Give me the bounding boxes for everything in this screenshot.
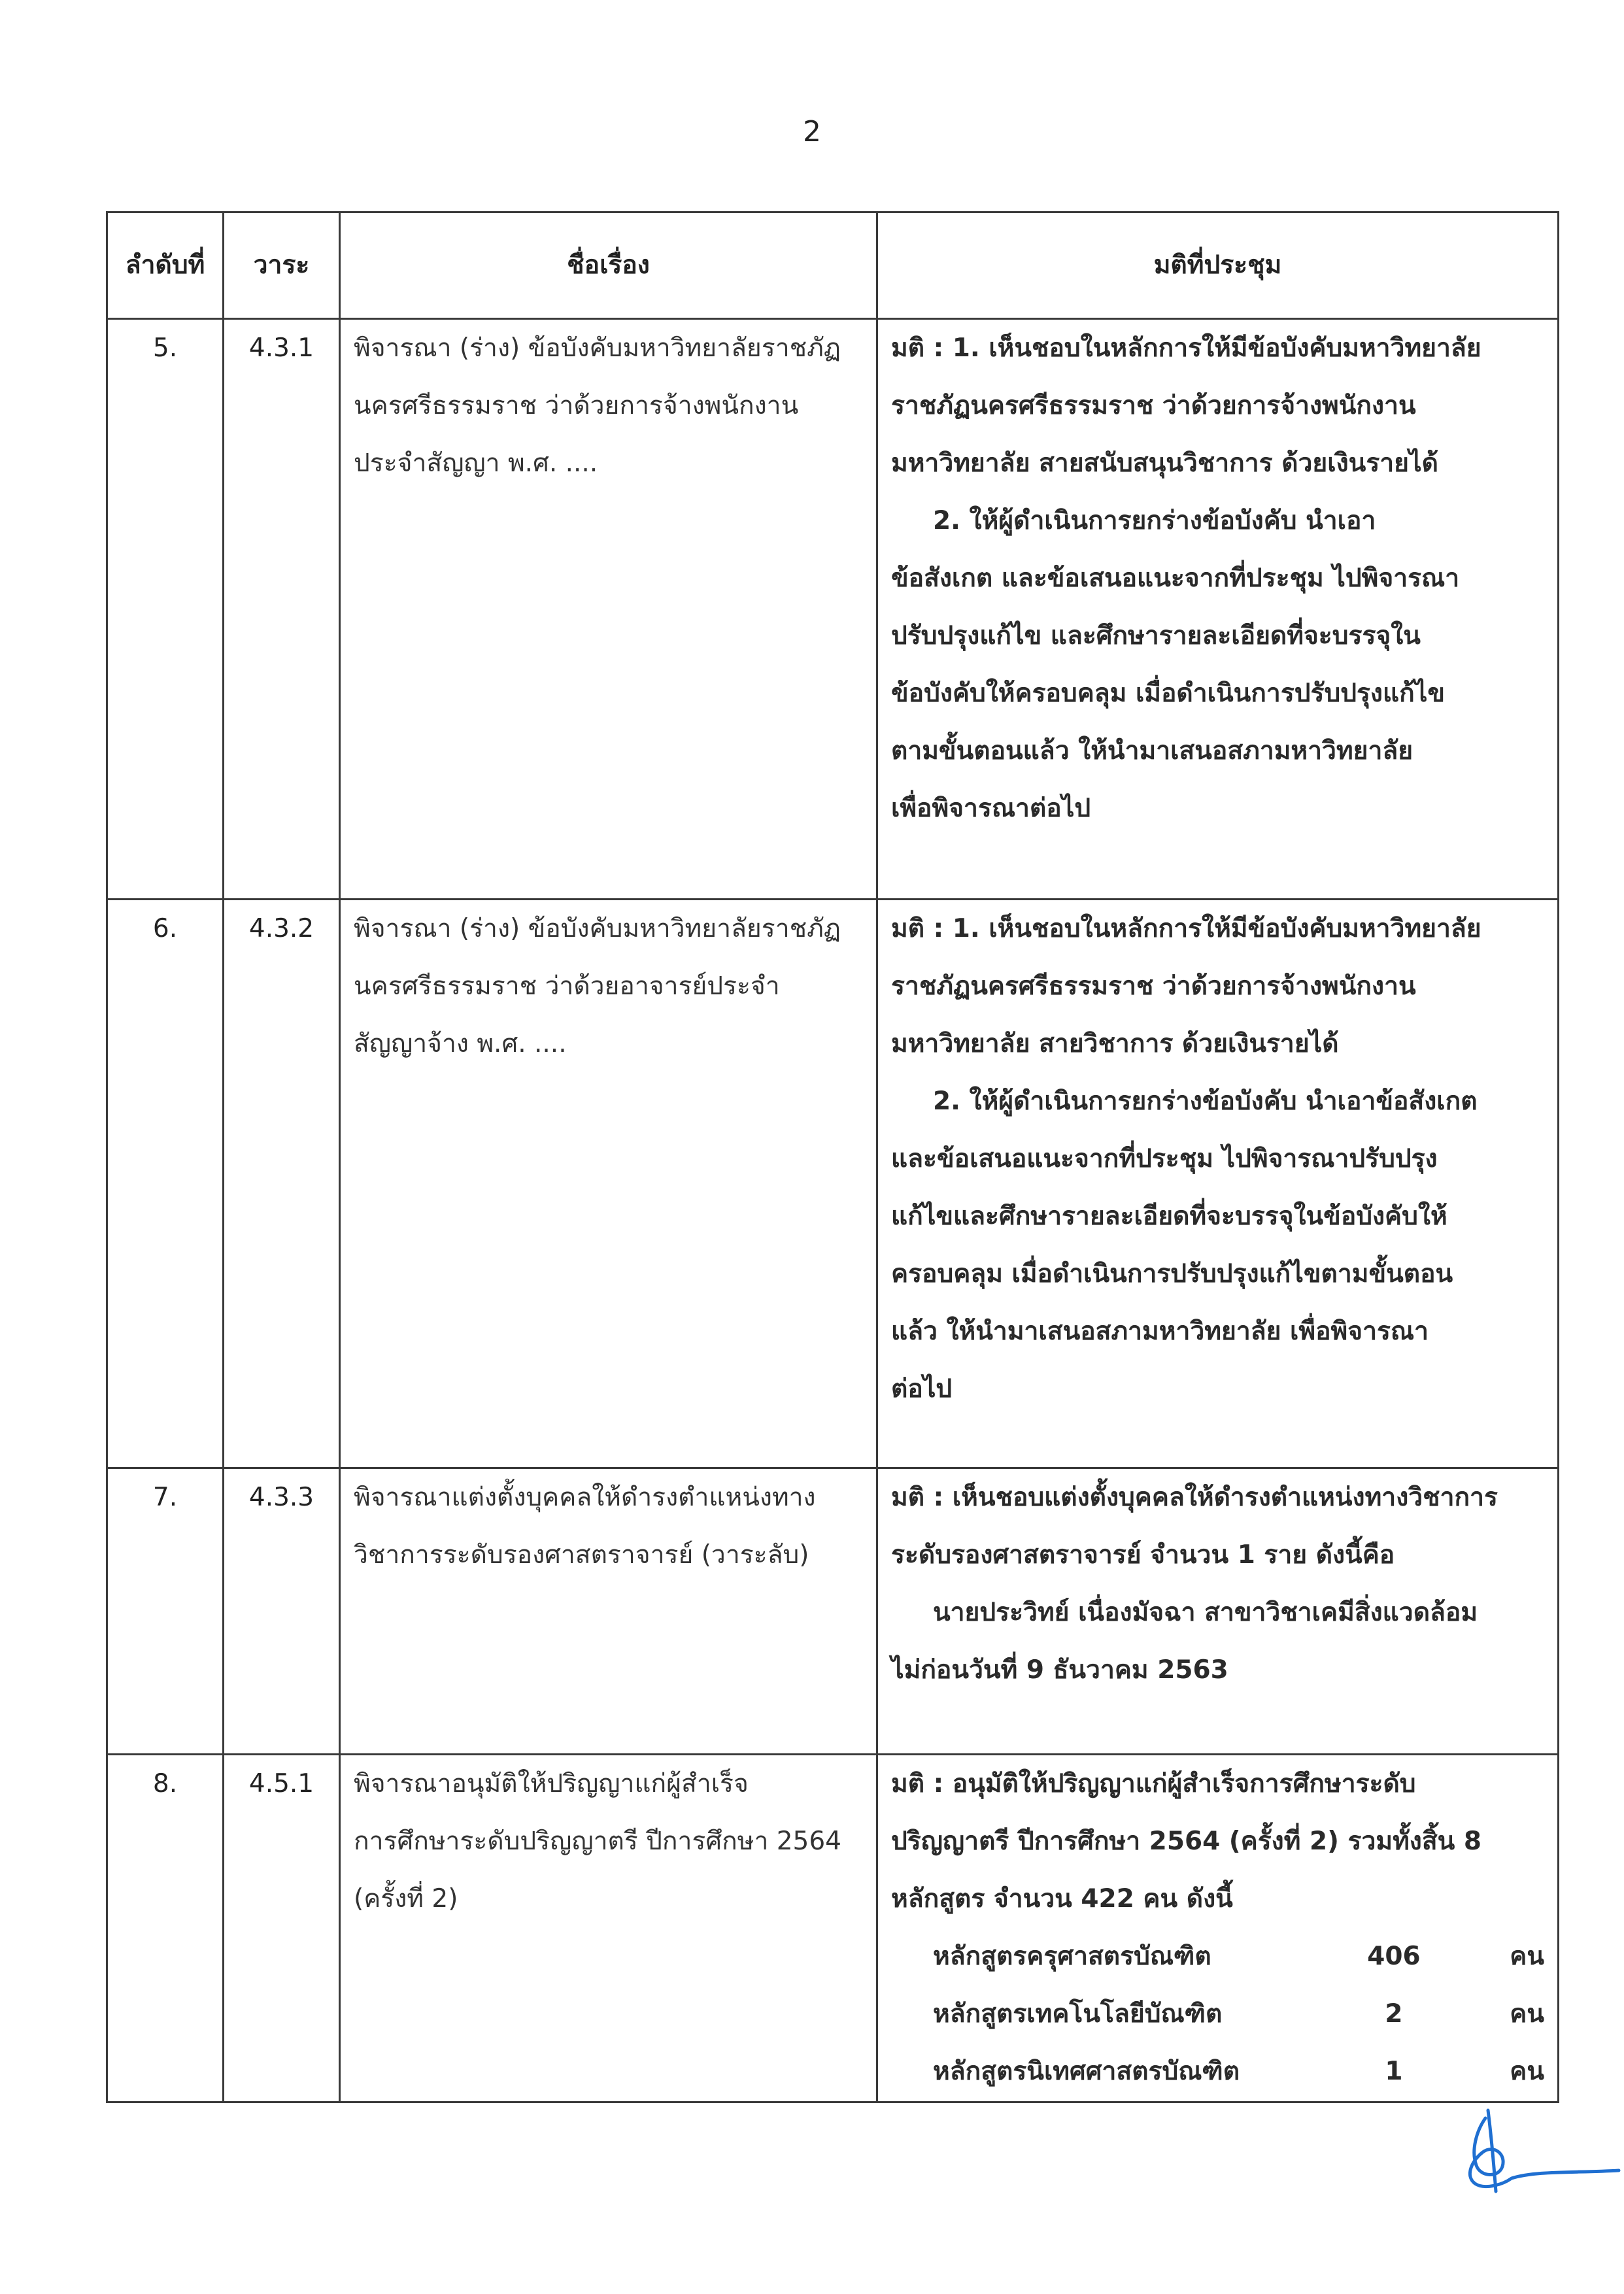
table-row	[107, 319, 1559, 900]
course-item	[891, 1985, 1544, 2043]
table-header-row	[107, 212, 1559, 319]
page-number: 2	[803, 115, 821, 148]
resolution-line: ข้อบังคับให้ครอบคลุม เมื่อดำเนินการปรับปรุงแก้ไข	[891, 679, 1445, 708]
title-line: นครศรีธรรมราช ว่าด้วยอาจารย์ประจำ	[354, 971, 780, 1001]
table-row	[107, 1468, 1559, 1755]
course-item	[891, 1928, 1544, 1985]
minutes-table	[106, 211, 1559, 2103]
course-unit: คน	[1510, 1999, 1544, 2029]
title-line: พิจารณา (ร่าง) ข้อบังคับมหาวิทยาลัยราชภัฏ	[354, 333, 841, 363]
resolution-line: มติ : อนุมัติให้ปริญญาแก่ผู้สำเร็จการศึกษาระดับ	[891, 1769, 1416, 1798]
table-row	[107, 900, 1559, 1468]
header-title: ชื่อเรื่อง	[340, 212, 877, 319]
row-title	[340, 1755, 877, 2102]
resolution-line: มติ : เห็นชอบแต่งตั้งบุคคลให้ดำรงตำแหน่งทางวิชาการ	[891, 1483, 1498, 1512]
course-count: 1	[1385, 2057, 1403, 2086]
row-agenda: 4.3.1	[224, 319, 340, 900]
row-number: 6.	[107, 900, 224, 1468]
course-name: หลักสูตรนิเทศศาสตรบัณฑิต	[933, 2057, 1240, 2086]
table-row	[107, 1755, 1559, 2102]
resolution-line: ปรับปรุงแก้ไข และศึกษารายละเอียดที่จะบรรจุใน	[891, 621, 1421, 650]
title-line: การศึกษาระดับปริญญาตรี ปีการศึกษา 2564	[354, 1827, 841, 1856]
resolution-line: แก้ไขและศึกษารายละเอียดที่จะบรรจุในข้อบังคับให้	[891, 1202, 1447, 1231]
row-agenda: 4.3.2	[224, 900, 340, 1468]
row-resolution	[877, 1468, 1559, 1755]
title-line: นครศรีธรรมราช ว่าด้วยการจ้างพนักงาน	[354, 391, 799, 420]
resolution-line: นายประวิทย์ เนื่องมัจฉา สาขาวิชาเคมีสิ่งแวดล้อม	[933, 1598, 1478, 1627]
row-resolution	[877, 319, 1559, 900]
resolution-line: และข้อเสนอแนะจากที่ประชุม ไปพิจารณาปรับปรุง	[891, 1144, 1438, 1173]
resolution-line: มติ : 1. เห็นชอบในหลักการให้มีข้อบังคับมหาวิทยาลัย	[891, 333, 1481, 363]
resolution-line: ปริญญาตรี ปีการศึกษา 2564 (ครั้งที่ 2) รวมทั้งสิ้น 8	[891, 1827, 1482, 1856]
row-resolution	[877, 900, 1559, 1468]
resolution-line: ราชภัฏนครศรีธรรมราช ว่าด้วยการจ้างพนักงาน	[891, 391, 1416, 420]
header-agenda: วาระ	[224, 212, 340, 319]
title-line: (ครั้งที่ 2)	[354, 1884, 458, 1914]
resolution-line: เพื่อพิจารณาต่อไป	[891, 794, 1091, 823]
title-line: พิจารณาอนุมัติให้ปริญญาแก่ผู้สำเร็จ	[354, 1769, 749, 1798]
row-number: 8.	[107, 1755, 224, 2102]
row-title	[340, 900, 877, 1468]
header-no: ลำดับที่	[107, 212, 224, 319]
resolution-line: มหาวิทยาลัย สายสนับสนุนวิชาการ ด้วยเงินรายได้	[891, 448, 1438, 478]
course-name: หลักสูตรเทคโนโลยีบัณฑิต	[933, 1999, 1223, 2029]
resolution-line: ต่อไป	[891, 1374, 953, 1404]
resolution-line: ตามขั้นตอนแล้ว ให้นำมาเสนอสภามหาวิทยาลัย	[891, 736, 1413, 766]
row-agenda: 4.5.1	[224, 1755, 340, 2102]
resolution-line: 2. ให้ผู้ดำเนินการยกร่างข้อบังคับ นำเอา	[933, 506, 1376, 535]
resolution-line: ครอบคลุม เมื่อดำเนินการปรับปรุงแก้ไขตามขั้นตอน	[891, 1259, 1453, 1289]
row-agenda: 4.3.3	[224, 1468, 340, 1755]
signature-mark	[1425, 2105, 1621, 2210]
resolution-line: มติ : 1. เห็นชอบในหลักการให้มีข้อบังคับมหาวิทยาลัย	[891, 914, 1481, 943]
course-item	[891, 2043, 1544, 2100]
resolution-line: แล้ว ให้นำมาเสนอสภามหาวิทยาลัย เพื่อพิจารณา	[891, 1317, 1429, 1346]
title-line: พิจารณา (ร่าง) ข้อบังคับมหาวิทยาลัยราชภัฏ	[354, 914, 841, 943]
resolution-line: ข้อสังเกต และข้อเสนอแนะจากที่ประชุม ไปพิจารณา	[891, 564, 1460, 593]
course-count: 406	[1367, 1942, 1421, 1971]
resolution-line: ราชภัฏนครศรีธรรมราช ว่าด้วยการจ้างพนักงาน	[891, 971, 1416, 1001]
row-title	[340, 1468, 877, 1755]
row-title	[340, 319, 877, 900]
title-line: วิชาการระดับรองศาสตราจารย์ (วาระลับ)	[354, 1540, 809, 1570]
header-resolution: มติที่ประชุม	[877, 212, 1559, 319]
course-count: 2	[1385, 1999, 1403, 2029]
course-unit: คน	[1510, 2057, 1544, 2086]
row-number: 7.	[107, 1468, 224, 1755]
title-line: สัญญาจ้าง พ.ศ. ....	[354, 1029, 567, 1058]
course-unit: คน	[1510, 1942, 1544, 1971]
course-name: หลักสูตรครุศาสตรบัณฑิต	[933, 1942, 1211, 1971]
resolution-line: หลักสูตร จำนวน 422 คน ดังนี้	[891, 1884, 1233, 1914]
row-number: 5.	[107, 319, 224, 900]
resolution-line: ไม่ก่อนวันที่ 9 ธันวาคม 2563	[891, 1655, 1228, 1685]
resolution-line: ระดับรองศาสตราจารย์ จำนวน 1 ราย ดังนี้คือ	[891, 1540, 1395, 1570]
row-resolution	[877, 1755, 1559, 2102]
title-line: พิจารณาแต่งตั้งบุคคลให้ดำรงตำแหน่งทาง	[354, 1483, 816, 1512]
resolution-line: มหาวิทยาลัย สายวิชาการ ด้วยเงินรายได้	[891, 1029, 1339, 1058]
title-line: ประจำสัญญา พ.ศ. ....	[354, 448, 598, 478]
resolution-line: 2. ให้ผู้ดำเนินการยกร่างข้อบังคับ นำเอาข้อสังเกต	[933, 1087, 1478, 1116]
